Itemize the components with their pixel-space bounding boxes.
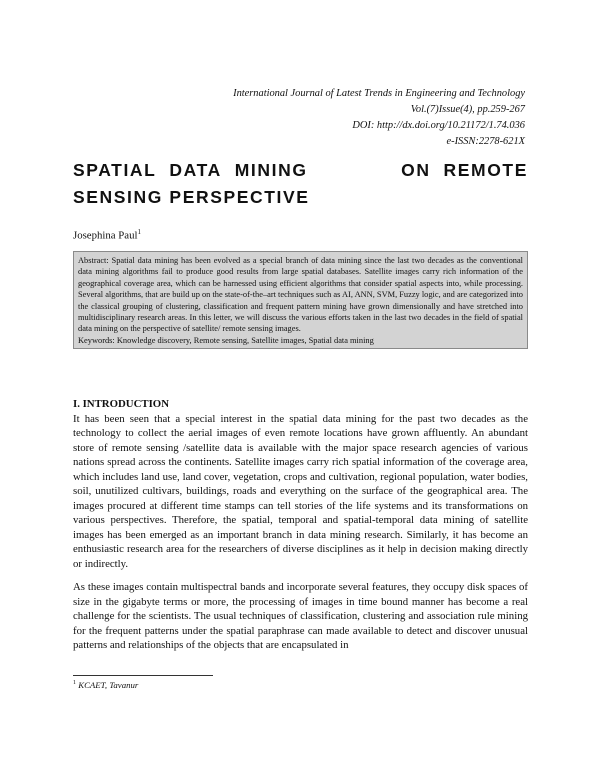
abstract-box xyxy=(73,251,528,349)
title-word: REMOTE xyxy=(443,160,528,180)
journal-doi: DOI: http://dx.doi.org/10.21172/1.74.036 xyxy=(352,120,525,131)
journal-name: International Journal of Latest Trends in Engineering and Technology xyxy=(233,88,525,99)
journal-volume: Vol.(7)Issue(4), pp.259-267 xyxy=(410,104,525,115)
keywords: Keywords: Knowledge discovery, Remote sensing, Satellite images, Spatial data mining xyxy=(78,335,374,345)
journal-issn: e-ISSN:2278-621X xyxy=(446,136,525,147)
introduction-section xyxy=(73,397,528,653)
abstract-text: Abstract: Spatial data mining has been evolved as a special branch of data mining since the last two decades as the conventional data mining algorithms fail to produce good results from large spatial databases. Satellite images carry rich information of the geographical coverage area, which can be harnessed using efficient algorithms that consider spatial aspects into, while processing. Several algorithms, that are build up on the state-of-the–art techniques such as AI, ANN, SVM, Fuzzy logic, and are categorized into the classical grouping of clustering, classification and frequent pattern mining have grown dimensionally and have stretched into multidisciplinary research areas. In this letter, we will discuss the various efforts taken in the last two decades in the field of spatial data mining on the perspective of satellite/ remote sensing images. xyxy=(78,256,523,334)
title-line-1 xyxy=(73,157,528,184)
author-name: Josephina Paul xyxy=(73,229,138,242)
footnote-divider xyxy=(73,675,213,676)
title-word: SPATIAL xyxy=(73,160,157,180)
title-line-2: SENSING PERSPECTIVE xyxy=(73,187,310,207)
author-footnote-mark: 1 xyxy=(137,228,141,236)
footnote xyxy=(73,680,138,690)
journal-header xyxy=(233,86,525,150)
paper-title xyxy=(73,157,528,211)
title-word: MINING xyxy=(234,160,308,180)
footnote-mark: 1 xyxy=(73,680,76,687)
author xyxy=(73,228,141,242)
paragraph: As these images contain multispectral bands and incorporate several features, they occupy disk spaces of size in the gigabyte terms or more, the processing of images in time bound manner has become a real challenge for the scientists. The usual techniques of classification, clustering and association rule mining for the frequent patterns under the spatial paraphrase can made available to detect and discover unusual patterns and relationships of the objects that are encapsulated in xyxy=(73,581,528,651)
title-word: DATA xyxy=(169,160,222,180)
paragraph: It has been seen that a special interest in the spatial data mining for the past two decades as the technology to collect the aerial images of even remote locations have grown affluently. An abundant store of remote sensing /satellite data is available with the major space research agencies of various nations spread across the continents. Satellite images carry rich spatial information of the coverage area, which includes land use, land cover, vegetation, crops and cultivation, regional population, water bodies, soil, unutilized cultivars, buildings, roads and everything on the surface of the geographical area. The images procured at different time stamps can tell stories of the life systems and its transformations on various perspectives. Therefore, the spatial, temporal and spatial-temporal data mining of satellite images has been emerged as an important branch in data mining research. Similarly, it has become an enthusiastic research area for the researchers of diverse disciplines as it help in decision making directly or indirectly. xyxy=(73,412,528,570)
section-heading: I. INTRODUCTION xyxy=(73,398,169,410)
footnote-text: KCAET, Tavanur xyxy=(76,680,139,690)
title-word: ON xyxy=(401,160,431,180)
